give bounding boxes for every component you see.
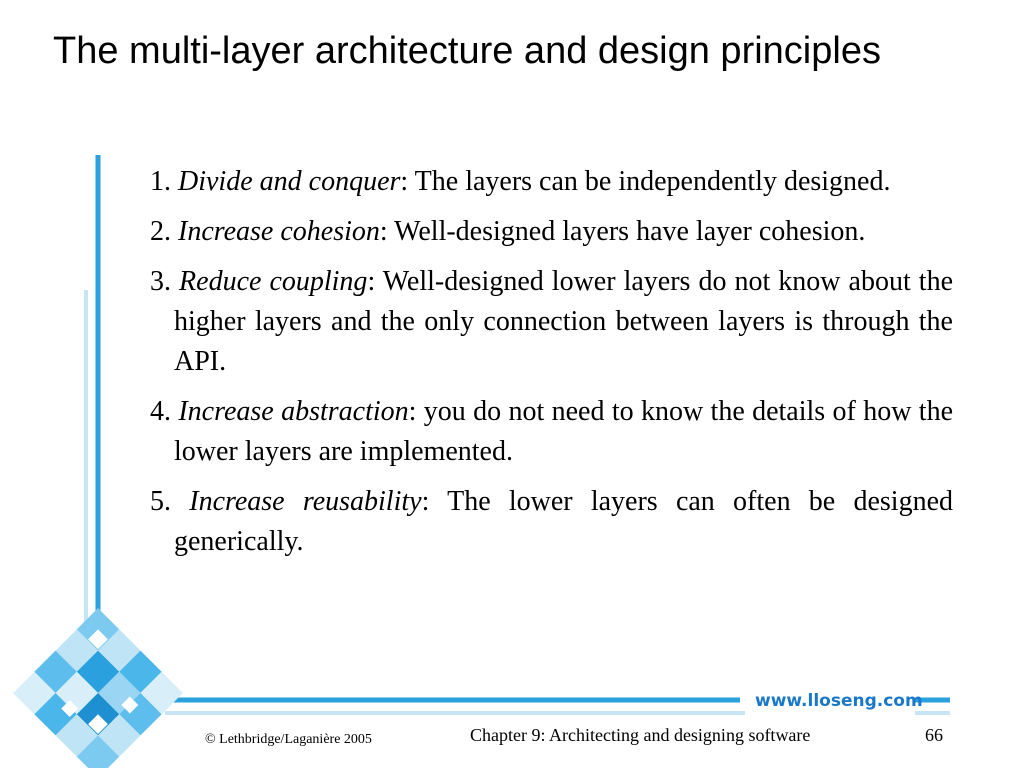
principle-description: : The lower layers can often be designed generically. [174, 486, 954, 557]
principle-item-5 [150, 482, 953, 562]
slide-title: The multi-layer architecture and design principles [53, 30, 881, 72]
principle-item-3 [150, 262, 953, 382]
website-url: www.lloseng.com [755, 691, 923, 711]
diamond-mosaic-logo [13, 608, 183, 768]
principle-number: 2. [150, 216, 171, 247]
principle-number: 4. [150, 396, 171, 427]
footer-page-number: 66 [925, 725, 943, 745]
principle-item-1 [150, 162, 953, 202]
footer-copyright: © Lethbridge/Laganière 2005 [205, 732, 372, 747]
principle-description: : Well-designed layers have layer cohesion. [379, 216, 866, 247]
principle-number: 1. [150, 166, 171, 197]
principle-description: : Well-designed lower layers do not know about the higher layers and the only connection between layers is through the API. [174, 266, 953, 377]
principle-item-4 [150, 392, 953, 472]
principle-term: Increase cohesion [178, 216, 380, 247]
principle-term: Reduce coupling [179, 266, 368, 297]
principle-item-2 [150, 212, 953, 252]
principle-description: : The layers can be independently designed. [400, 166, 891, 197]
principle-description: : you do not need to know the details of how the lower layers are implemented. [174, 396, 954, 467]
principle-number: 3. [150, 266, 171, 297]
principle-term: Increase reusability [189, 486, 422, 517]
principle-term: Divide and conquer [178, 166, 401, 197]
principle-term: Increase abstraction [178, 396, 409, 427]
principles-list [150, 162, 953, 572]
footer-chapter-title: Chapter 9: Architecting and designing software [470, 725, 811, 745]
principle-number: 5. [150, 486, 171, 517]
